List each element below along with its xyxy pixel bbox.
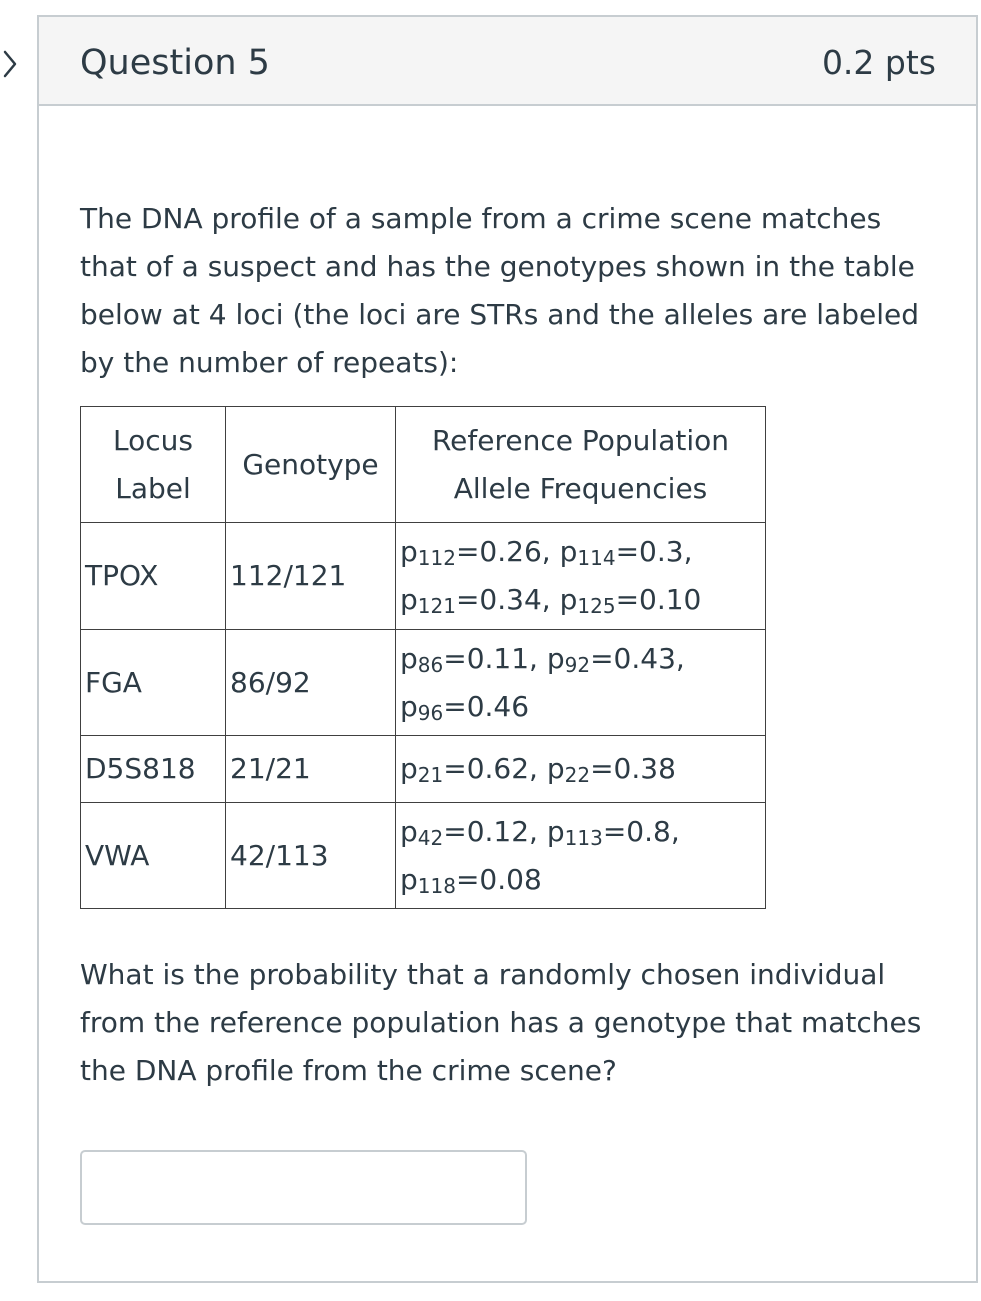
table-row (81, 523, 766, 630)
header-locus-label: Locus Label (81, 407, 226, 523)
allele-frequency: $p_{92}=0.43$ (546, 641, 676, 677)
allele-frequency: $p_{96}=0.46$ (400, 689, 530, 725)
header-allele-frequencies: Reference Population Allele Frequencies (396, 407, 766, 523)
question-prompt: What is the probability that a randomly chosen individual from the reference population has a genotype that matches the DNA profile from the crime scene? (80, 958, 922, 1087)
frequency-line: $p_{42}=0.12$, $p_{113}=0.8$, (400, 814, 680, 850)
locus-cell: FGA (81, 630, 226, 736)
question-points: 0.2 pts (821, 43, 936, 82)
allele-frequency: $p_{121}=0.34$ (400, 583, 542, 618)
locus-cell: VWA (81, 803, 226, 909)
table-row (81, 736, 766, 803)
question-card (37, 15, 978, 1283)
frequency-cell (396, 523, 766, 630)
frequency-line: $p_{21}=0.62$, $p_{22}=0.38$ (400, 752, 676, 787)
frequency-cell (396, 803, 766, 909)
frequency-line: $p_{86}=0.11$, $p_{92}=0.43$, (400, 641, 685, 677)
question-intro: The DNA profile of a sample from a crime scene matches that of a suspect and has the genotypes shown in the table below at 4 loci (the loci are STRs and the alleles are labeled by the number of repeats): (80, 202, 919, 379)
allele-frequency: $p_{22}=0.38$ (546, 752, 676, 787)
allele-frequency: $p_{21}=0.62$ (400, 752, 530, 787)
allele-frequency: $p_{113}=0.8$ (546, 814, 671, 850)
frequency-cell (396, 736, 766, 803)
allele-frequency: $p_{118}=0.08$ (400, 862, 542, 898)
allele-frequency: $p_{114}=0.3$ (559, 535, 684, 570)
frequency-line: $p_{112}=0.26$, $p_{114}=0.3$, (400, 535, 693, 570)
genotype-table (80, 406, 766, 909)
frequency-line: $p_{121}=0.34$, $p_{125}=0.10$ (400, 583, 702, 618)
frequency-line (400, 683, 761, 731)
allele-frequency: $p_{42}=0.12$ (400, 814, 530, 850)
locus-cell: TPOX (81, 523, 226, 630)
genotype-cell: 112/121 (226, 523, 396, 630)
table-row (81, 803, 766, 909)
answer-input[interactable] (80, 1150, 527, 1225)
table-row (81, 630, 766, 736)
question-title: Question 5 (80, 43, 270, 83)
chevron-right-icon[interactable] (0, 44, 22, 84)
table-header-row (81, 407, 766, 523)
allele-frequency: $p_{86}=0.11$ (400, 641, 530, 677)
genotype-cell: 42/113 (226, 803, 396, 909)
genotype-cell: 86/92 (226, 630, 396, 736)
allele-frequency: $p_{112}=0.26$ (400, 535, 542, 570)
locus-cell: D5S818 (81, 736, 226, 803)
genotype-cell: 21/21 (226, 736, 396, 803)
frequency-cell (396, 630, 766, 736)
frequency-line (400, 856, 761, 904)
question-header (39, 17, 976, 106)
header-genotype: Genotype (226, 407, 396, 523)
allele-frequency: $p_{125}=0.10$ (559, 583, 702, 618)
